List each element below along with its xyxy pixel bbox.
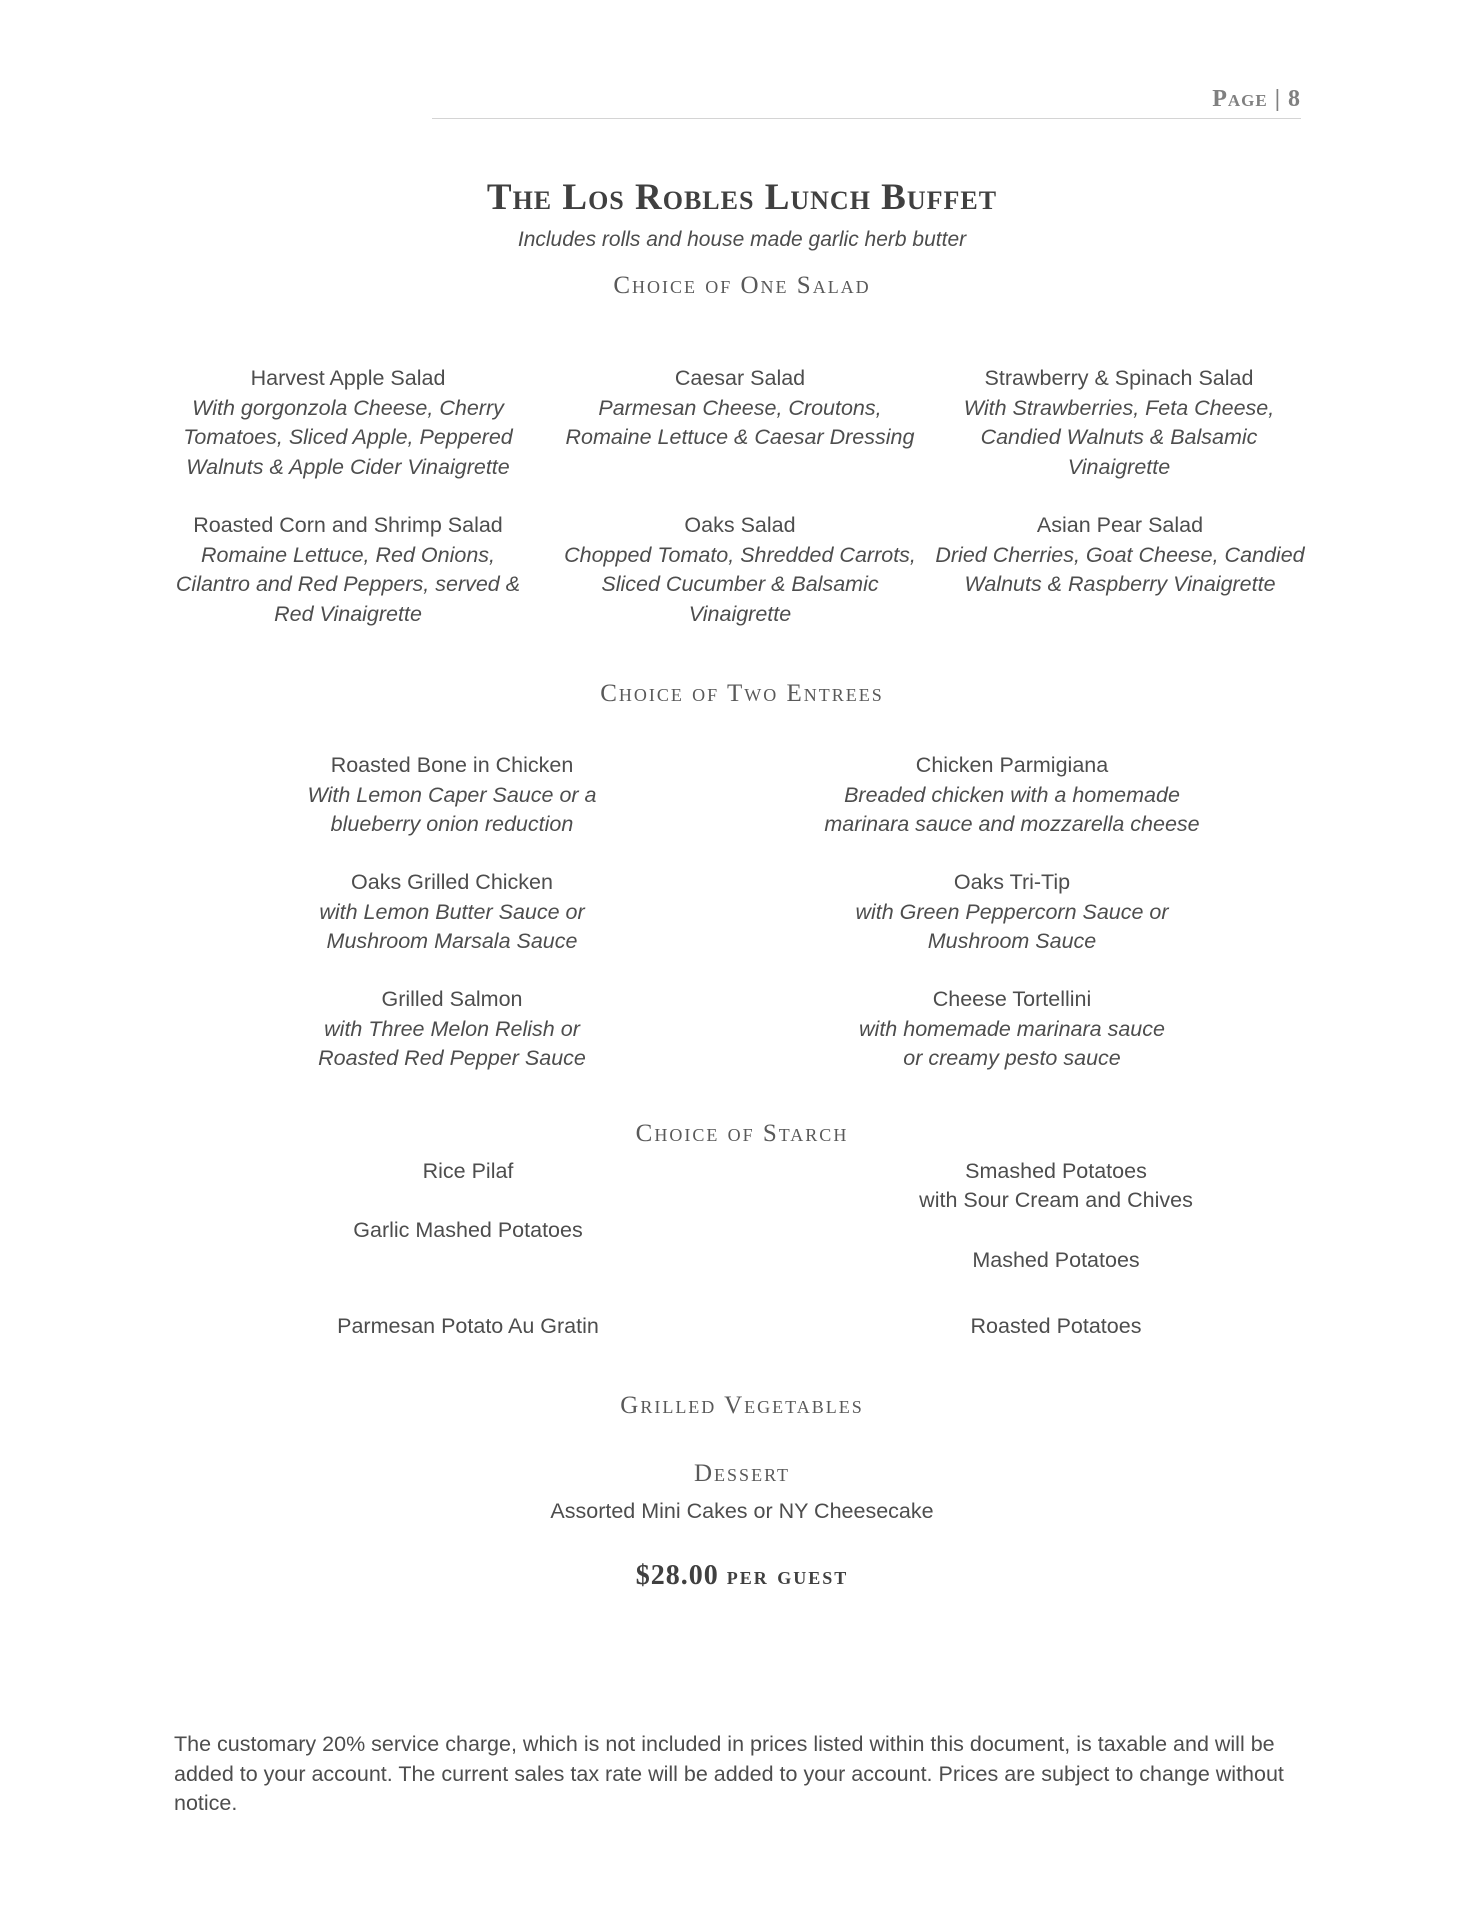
- salad-desc-line: With Strawberries, Feta Cheese,: [963, 395, 1275, 420]
- entree-desc-line: blueberry onion reduction: [330, 812, 574, 836]
- entree-item: [262, 868, 642, 957]
- salad-desc-line: Red Vinaigrette: [274, 601, 422, 626]
- starch-item: Roasted Potatoes: [970, 1314, 1142, 1338]
- salad-desc-line: Chopped Tomato, Shredded Carrots,: [564, 542, 916, 567]
- salad-desc-line: Walnuts & Raspberry Vinaigrette: [964, 572, 1276, 596]
- entree-name: Cheese Tortellini: [932, 987, 1092, 1011]
- entree-desc-line: with Green Peppercorn Sauce or: [855, 899, 1169, 924]
- entree-item: [812, 985, 1212, 1074]
- salad-name: Strawberry & Spinach Salad: [984, 366, 1254, 390]
- salad-desc-line: Walnuts & Apple Cider Vinaigrette: [186, 454, 510, 479]
- vegetables-heading: Grilled Vegetables: [620, 1392, 864, 1419]
- entree-item: [812, 868, 1212, 957]
- entree-item: [262, 751, 642, 840]
- entree-desc-line: with homemade marinara sauce: [859, 1016, 1165, 1041]
- entree-desc-line: Breaded chicken with a homemade: [844, 782, 1180, 807]
- footer-disclaimer: The customary 20% service charge, which is not included in prices listed within this document, is taxable and will be added to your account. The current sales tax rate will be added to your account. Prices are subject to change without notice.: [174, 1732, 1284, 1815]
- entree-desc-line: with Lemon Butter Sauce or: [319, 899, 585, 924]
- entree-item: [262, 985, 642, 1074]
- price-unit: per guest: [726, 1561, 849, 1590]
- starch-item: Rice Pilaf: [422, 1159, 514, 1183]
- salad-item: [174, 364, 522, 482]
- salad-item: [548, 511, 932, 629]
- starch-item: Smashed Potatoes: [965, 1159, 1147, 1183]
- salad-item: [548, 364, 932, 453]
- entrees-heading: Choice of Two Entrees: [600, 680, 884, 707]
- salad-desc-line: Candied Walnuts & Balsamic: [980, 425, 1258, 449]
- salad-desc-line: Parmesan Cheese, Croutons,: [598, 395, 882, 420]
- price: [0, 1560, 1484, 1592]
- header-divider: [432, 118, 1301, 119]
- entree-item: [812, 751, 1212, 840]
- price-amount: $28.00: [635, 1560, 719, 1591]
- salad-desc-line: Tomatoes, Sliced Apple, Peppered: [183, 425, 513, 449]
- salad-name: Oaks Salad: [684, 513, 796, 537]
- page-number: [1212, 86, 1301, 113]
- starch-item: Garlic Mashed Potatoes: [353, 1218, 583, 1242]
- dessert-heading: Dessert: [694, 1460, 790, 1487]
- salad-desc-line: Cilantro and Red Peppers, served &: [175, 572, 521, 596]
- entree-name: Oaks Tri-Tip: [953, 870, 1071, 894]
- entree-name: Oaks Grilled Chicken: [351, 870, 553, 894]
- salad-name: Caesar Salad: [674, 366, 806, 390]
- salad-desc-line: Romaine Lettuce & Caesar Dressing: [565, 425, 915, 449]
- starch-heading: Choice of Starch: [635, 1120, 849, 1147]
- salad-desc-line: Dried Cherries, Goat Cheese, Candied: [935, 542, 1305, 567]
- page-separator: |: [1274, 86, 1281, 112]
- page-subtitle: Includes rolls and house made garlic herb butter: [517, 228, 967, 251]
- salad-item: [164, 511, 532, 629]
- salad-name: Asian Pear Salad: [1036, 513, 1204, 537]
- starch-item: Parmesan Potato Au Gratin: [337, 1314, 599, 1338]
- entree-desc-line: with Three Melon Relish or: [324, 1016, 580, 1041]
- entree-desc-line: marinara sauce and mozzarella cheese: [824, 812, 1200, 836]
- entree-name: Roasted Bone in Chicken: [330, 753, 574, 777]
- salad-desc-line: Vinaigrette: [688, 601, 792, 626]
- salad-heading: Choice of One Salad: [613, 272, 871, 299]
- salad-name: Harvest Apple Salad: [250, 366, 446, 390]
- entree-desc-line: Roasted Red Pepper Sauce: [318, 1046, 586, 1070]
- entree-desc-line: With Lemon Caper Sauce or a: [307, 782, 597, 807]
- starch-item: Mashed Potatoes: [972, 1248, 1140, 1272]
- page-number-value: 8: [1288, 86, 1301, 112]
- starch-item-note: with Sour Cream and Chives: [919, 1188, 1193, 1212]
- entree-desc-line: Mushroom Sauce: [927, 929, 1097, 953]
- entree-desc-line: or creamy pesto sauce: [903, 1046, 1121, 1070]
- salad-desc-line: Romaine Lettuce, Red Onions,: [201, 542, 495, 567]
- entree-desc-line: Mushroom Marsala Sauce: [326, 929, 578, 953]
- entree-name: Grilled Salmon: [381, 987, 523, 1011]
- dessert-text: Assorted Mini Cakes or NY Cheesecake: [550, 1499, 934, 1523]
- salad-desc-line: With gorgonzola Cheese, Cherry: [192, 395, 504, 420]
- page-title: The Los Robles Lunch Buffet: [486, 177, 998, 218]
- salad-desc-line: Sliced Cucumber & Balsamic: [601, 572, 879, 596]
- salad-desc-line: Vinaigrette: [1067, 454, 1171, 479]
- entree-name: Chicken Parmigiana: [915, 753, 1109, 777]
- salad-item: [930, 511, 1310, 600]
- salad-name: Roasted Corn and Shrimp Salad: [193, 513, 503, 537]
- page-label: Page: [1212, 86, 1268, 112]
- salad-item: [936, 364, 1302, 482]
